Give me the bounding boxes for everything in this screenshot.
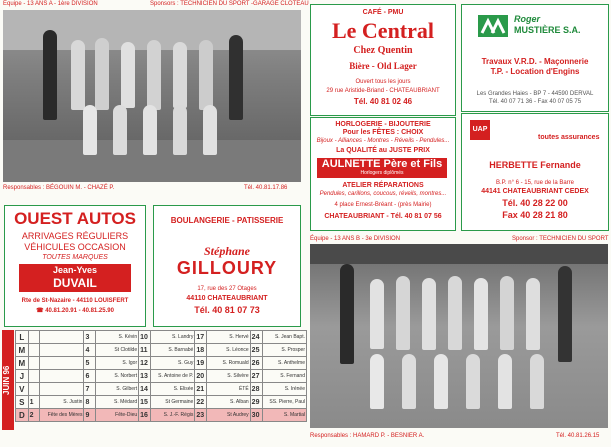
mustiere-logo-icon [478,15,508,37]
calendar-day-number [28,344,40,357]
boul-addr: 17, rue des 27 Otages [197,286,257,292]
calendar-saint: S. Léonce [207,344,250,357]
calendar-day-number: 10 [139,331,151,344]
cafe-drinks: Bière - Old Lager [349,61,417,71]
cafe-ad [310,4,456,116]
mustiere-ad [461,4,609,112]
aulnette-line6: Pendules, carillons, coucous, réveils, montres... [319,191,447,197]
calendar-day-number: 27 [250,370,262,383]
aulnette-ad [310,117,456,231]
boul-last: GILLOURY [176,258,278,278]
calendar-saint: ÉTÉ [207,383,250,396]
boul-first: Stéphane [203,244,250,258]
calendar-day-number: 5 [84,357,96,370]
calendar-saint: S. Gilbert [95,383,138,396]
aulnette-line3: Bijoux - Alliances - Montres - Réveils - Pendules... [316,138,450,144]
ouest-addr: Rte de St-Nazaire - 44110 LOUISFERT [21,298,129,304]
herbette-tag: toutes assurances [538,134,600,141]
calendar-row [16,370,307,383]
calendar-weekday: M [16,344,29,357]
calendar-table [15,330,307,422]
calendar-day-number: 14 [139,383,151,396]
calendar-day-number: 24 [250,331,262,344]
calendar-day-number: 16 [139,409,151,422]
calendar-weekday: M [16,357,29,370]
team-a-sponsors: Sponsors : TECHNICIEN DU SPORT -GARAGE CLOTEAU [150,1,309,7]
calendar-saint: S. Médard [95,396,138,409]
herbette-addr2: 44141 CHATEAUBRIANT CEDEX [481,188,589,195]
aulnette-line8: CHATEAUBRIANT - Tél. 40 81 07 56 [324,213,442,220]
herbette-tel: Tél. 40 28 22 00 [502,198,568,208]
aulnette-line5: ATELIER RÉPARATIONS [342,182,424,189]
team-b-tel: Tél. 40.81.26.15 [556,433,600,439]
cafe-phone: Tél. 40 81 02 46 [353,97,413,106]
calendar-day-number [28,370,40,383]
calendar-saint: S. Anthelme [262,357,306,370]
calendar-saint: Fête-Dieu [95,409,138,422]
calendar-day-number [28,383,40,396]
calendar-saint [40,383,84,396]
calendar-saint: SS. Pierre, Paul [262,396,306,409]
calendar-day-number: 20 [195,370,207,383]
aulnette-line4: La QUALITÉ au JUSTE PRIX [336,147,430,154]
ouest-person2: DUVAIL [53,276,97,290]
herbette-ad [461,113,609,231]
calendar-saint: S. Prosper [262,344,306,357]
calendar-saint: S. Guy [151,357,195,370]
calendar-saint [40,357,84,370]
herbette-addr1: B.P. n° 6 - 15, rue de la Barre [496,180,574,186]
calendar-saint: S. Hervé [207,331,250,344]
aulnette-line7: 4 place Ernest-Bréant - (près Mairie) [334,202,432,208]
calendar-saint: S. Kévin [95,331,138,344]
team-a-responsables: Responsables : BÉGOUIN M. - CHAZÉ P. [3,185,115,191]
cafe-top: CAFÉ - PMU [362,9,404,16]
calendar-saint: S. Fernand [262,370,306,383]
calendar-saint: St Audrey [207,409,250,422]
calendar-saint: S. Jean Bapt. [262,331,306,344]
team-a-header: Equipe - 13 ANS A - 1ère DIVISION [3,1,98,7]
calendar-weekday: D [16,409,29,422]
calendar-saint: S. J.-F. Régis [151,409,195,422]
aulnette-line1: HORLOGERIE - BIJOUTERIE [335,121,431,128]
mustiere-addr: Les Grandes Haies - BP 7 - 44590 DERVAL [476,91,594,97]
ouest-l2: VÉHICULES OCCASION [24,242,126,252]
cafe-name: Le Central [331,18,435,43]
ouest-person-banner [19,264,131,292]
calendar-day-number: 4 [84,344,96,357]
calendar-day-number: 8 [84,396,96,409]
calendar-saint: S. Elisée [151,383,195,396]
calendar-saint: S. Justin [40,396,84,409]
calendar-weekday: J [16,370,29,383]
aulnette-name: AULNETTE Père et Fils [321,158,443,170]
calendar-saint: Fête des Mères [40,409,84,422]
cafe-address: 29 rue Aristide-Briand - CHATEAUBRIANT [326,88,440,94]
calendar-saint: S. Barnabé [151,344,195,357]
boul-city: 44110 CHATEAUBRIANT [186,295,268,302]
herbette-fax: Fax 40 28 21 80 [502,210,568,220]
calendar-saint [40,344,84,357]
calendar-day-number: 6 [84,370,96,383]
boul-tel: Tél. 40 81 07 73 [194,305,260,315]
ouest-person1: Jean-Yves [52,265,98,275]
calendar-month: JUIN 96 [2,330,14,430]
calendar-day-number: 13 [139,370,151,383]
calendar-saint: S. Martial [262,409,306,422]
calendar-saint [40,370,84,383]
calendar-saint: S. Silvère [207,370,250,383]
boulangerie-ad [153,205,301,327]
calendar-row [16,331,307,344]
ouest-l3: TOUTES MARQUES [42,254,108,261]
calendar-day-number: 29 [250,396,262,409]
team-b-responsables: Responsables : HAMARD P. - BESNIER A. [310,433,425,439]
calendar-day-number: 23 [195,409,207,422]
calendar-row [16,344,307,357]
calendar-day-number: 9 [84,409,96,422]
calendar-weekday: L [16,331,29,344]
calendar-day-number: 12 [139,357,151,370]
calendar-saint: S. Antoine de P. [151,370,195,383]
calendar-day-number: 28 [250,383,262,396]
mustiere-brand1: Roger [514,14,541,24]
ouest-tel: ☎ 40.81.20.91 - 40.81.25.90 [36,308,114,314]
aulnette-sub: Horlogers diplômés [360,170,404,176]
herbette-name: HERBETTE Fernande [489,160,581,170]
calendar-weekday: V [16,383,29,396]
mustiere-brand2: MUSTIÈRE S.A. [514,25,581,35]
calendar-day-number [28,331,40,344]
calendar-row [16,396,307,409]
team-b-header: Équipe - 13 ANS B - 3e DIVISION [310,236,401,242]
cafe-hours: Ouvert tous les jours [355,79,411,85]
calendar-saint: S. Norbert [95,370,138,383]
calendar-day-number [28,357,40,370]
ouest-l1: ARRIVAGES RÉGULIERS [21,231,129,241]
boul-title: BOULANGERIE - PATISSERIE [170,216,284,225]
calendar-saint: S. Alban [207,396,250,409]
team-b-photo [310,244,608,428]
aulnette-name-banner [317,158,447,178]
team-b-sponsor: Sponsor : TECHNICIEN DU SPORT [512,236,609,242]
calendar-day-number: 22 [195,396,207,409]
calendar-day-number: 26 [250,357,262,370]
cafe-owner: Chez Quentin [353,45,413,56]
ouest-autos-ad [4,205,146,327]
calendar-saint: S. Igor [95,357,138,370]
calendar-saint: S. Landry [151,331,195,344]
team-a-tel: Tél. 40.81.17.86 [244,185,288,191]
mustiere-line2: T.P. - Location d'Engins [490,67,580,76]
calendar-day-number: 21 [195,383,207,396]
mustiere-line1: Travaux V.R.D. - Maçonnerie [481,57,589,66]
calendar-weekday: S [16,396,29,409]
calendar-day-number: 3 [84,331,96,344]
aulnette-line2: Pour les FÊTES : CHOIX [342,129,424,136]
uap-logo: UAP [470,120,490,140]
calendar-saint: St Clotilde [95,344,138,357]
calendar-day-number: 1 [28,396,40,409]
calendar-saint: St Germaine [151,396,195,409]
calendar-day-number: 11 [139,344,151,357]
calendar-saint: S. Romuald [207,357,250,370]
calendar-day-number: 18 [195,344,207,357]
calendar-day-number: 7 [84,383,96,396]
calendar-day-number: 17 [195,331,207,344]
mustiere-tel: Tél. 40 07 71 36 - Fax 40 07 05 75 [488,99,582,105]
calendar-row [16,409,307,422]
team-a-photo [3,10,301,182]
calendar-row [16,357,307,370]
calendar-row [16,383,307,396]
calendar-day-number: 30 [250,409,262,422]
calendar-day-number: 15 [139,396,151,409]
calendar-day-number: 25 [250,344,262,357]
calendar-saint: S. Irénée [262,383,306,396]
calendar-day-number: 2 [28,409,40,422]
calendar-saint [40,331,84,344]
ouest-name: OUEST AUTOS [14,209,136,228]
calendar-day-number: 19 [195,357,207,370]
